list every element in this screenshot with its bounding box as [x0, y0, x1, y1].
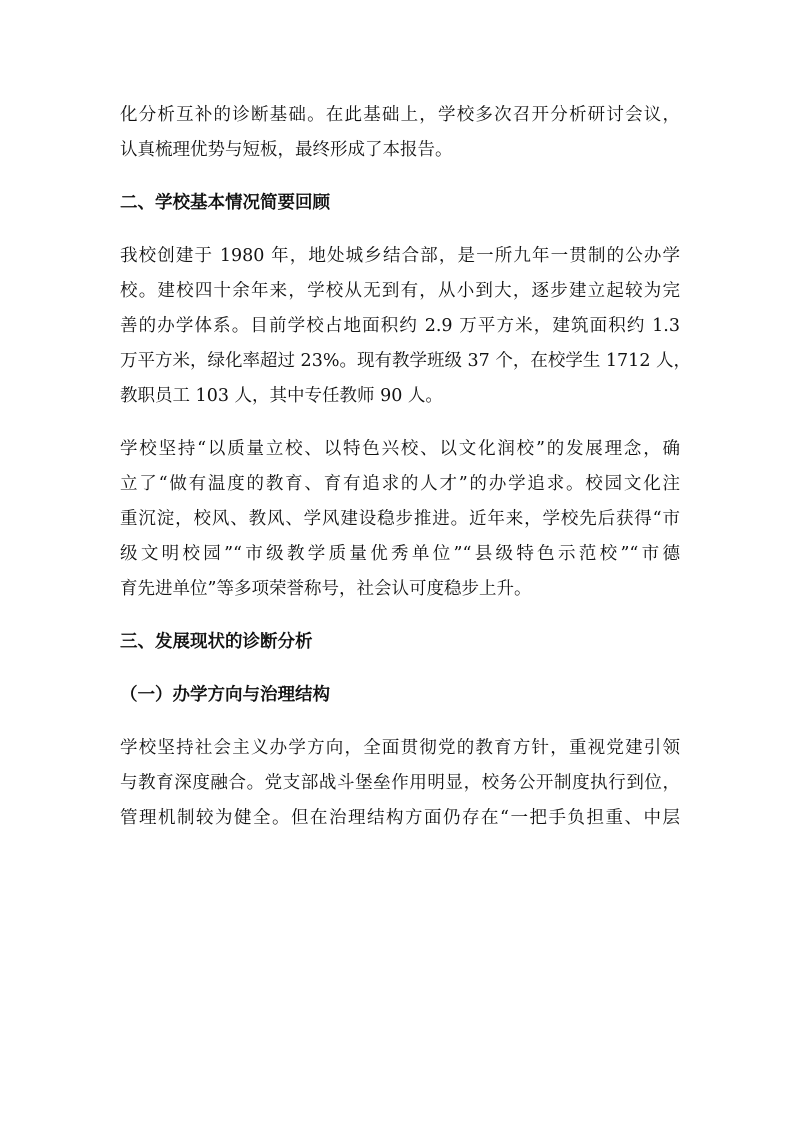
subsection-title: （一）办学方向与治理结构	[120, 685, 330, 705]
text-line: 重沉淀，校风、教风、学风建设稳步推进。近年来，学校先后获得“市	[120, 509, 680, 529]
text-line: 学校坚持社会主义办学方向，全面贯彻党的教育方针，重视党建引领	[120, 738, 680, 758]
section-title: 二、学校基本情况简要回顾	[120, 193, 330, 213]
text-line: 教职员工 103 人，其中专任教师 90 人。	[120, 386, 443, 406]
section-title: 三、发展现状的诊断分析	[120, 632, 313, 652]
text-line: 万平方米，绿化率超过 23%。现有教学班级 37 个，在校学生 1712 人，	[120, 351, 692, 371]
section-heading-two	[120, 186, 680, 221]
text-line: 校。建校四十余年来，学校从无到有，从小到大，逐步建立起较为完	[120, 281, 680, 301]
section-heading-three	[120, 625, 680, 660]
text-line: 学校坚持“以质量立校、以特色兴校、以文化润校”的发展理念，确	[120, 439, 680, 459]
text-line: 认真梳理优势与短板，最终形成了本报告。	[120, 140, 453, 160]
text-line: 育先进单位”等多项荣誉称号，社会认可度稳步上升。	[120, 579, 532, 599]
school-philosophy-paragraph	[120, 432, 680, 607]
document-body	[120, 98, 692, 854]
text-line: 级文明校园”“市级教学质量优秀单位”“县级特色示范校”“市德	[120, 544, 680, 564]
governance-paragraph	[120, 731, 680, 836]
text-line: 立了“做有温度的教育、育有追求的人才”的办学追求。校园文化注	[120, 474, 680, 494]
text-line: 我校创建于 1980 年，地处城乡结合部，是一所九年一贯制的公办学	[120, 246, 680, 266]
intro-paragraph	[120, 98, 680, 168]
text-line: 管理机制较为健全。但在治理结构方面仍存在“一把手负担重、中层	[120, 808, 680, 828]
text-line: 与教育深度融合。党支部战斗堡垒作用明显，校务公开制度执行到位，	[120, 773, 680, 793]
school-overview-paragraph	[120, 239, 692, 414]
text-line: 化分析互补的诊断基础。在此基础上，学校多次召开分析研讨会议，	[120, 105, 680, 125]
subsection-heading-one	[120, 678, 680, 713]
text-line: 善的办学体系。目前学校占地面积约 2.9 万平方米，建筑面积约 1.3	[120, 316, 680, 336]
